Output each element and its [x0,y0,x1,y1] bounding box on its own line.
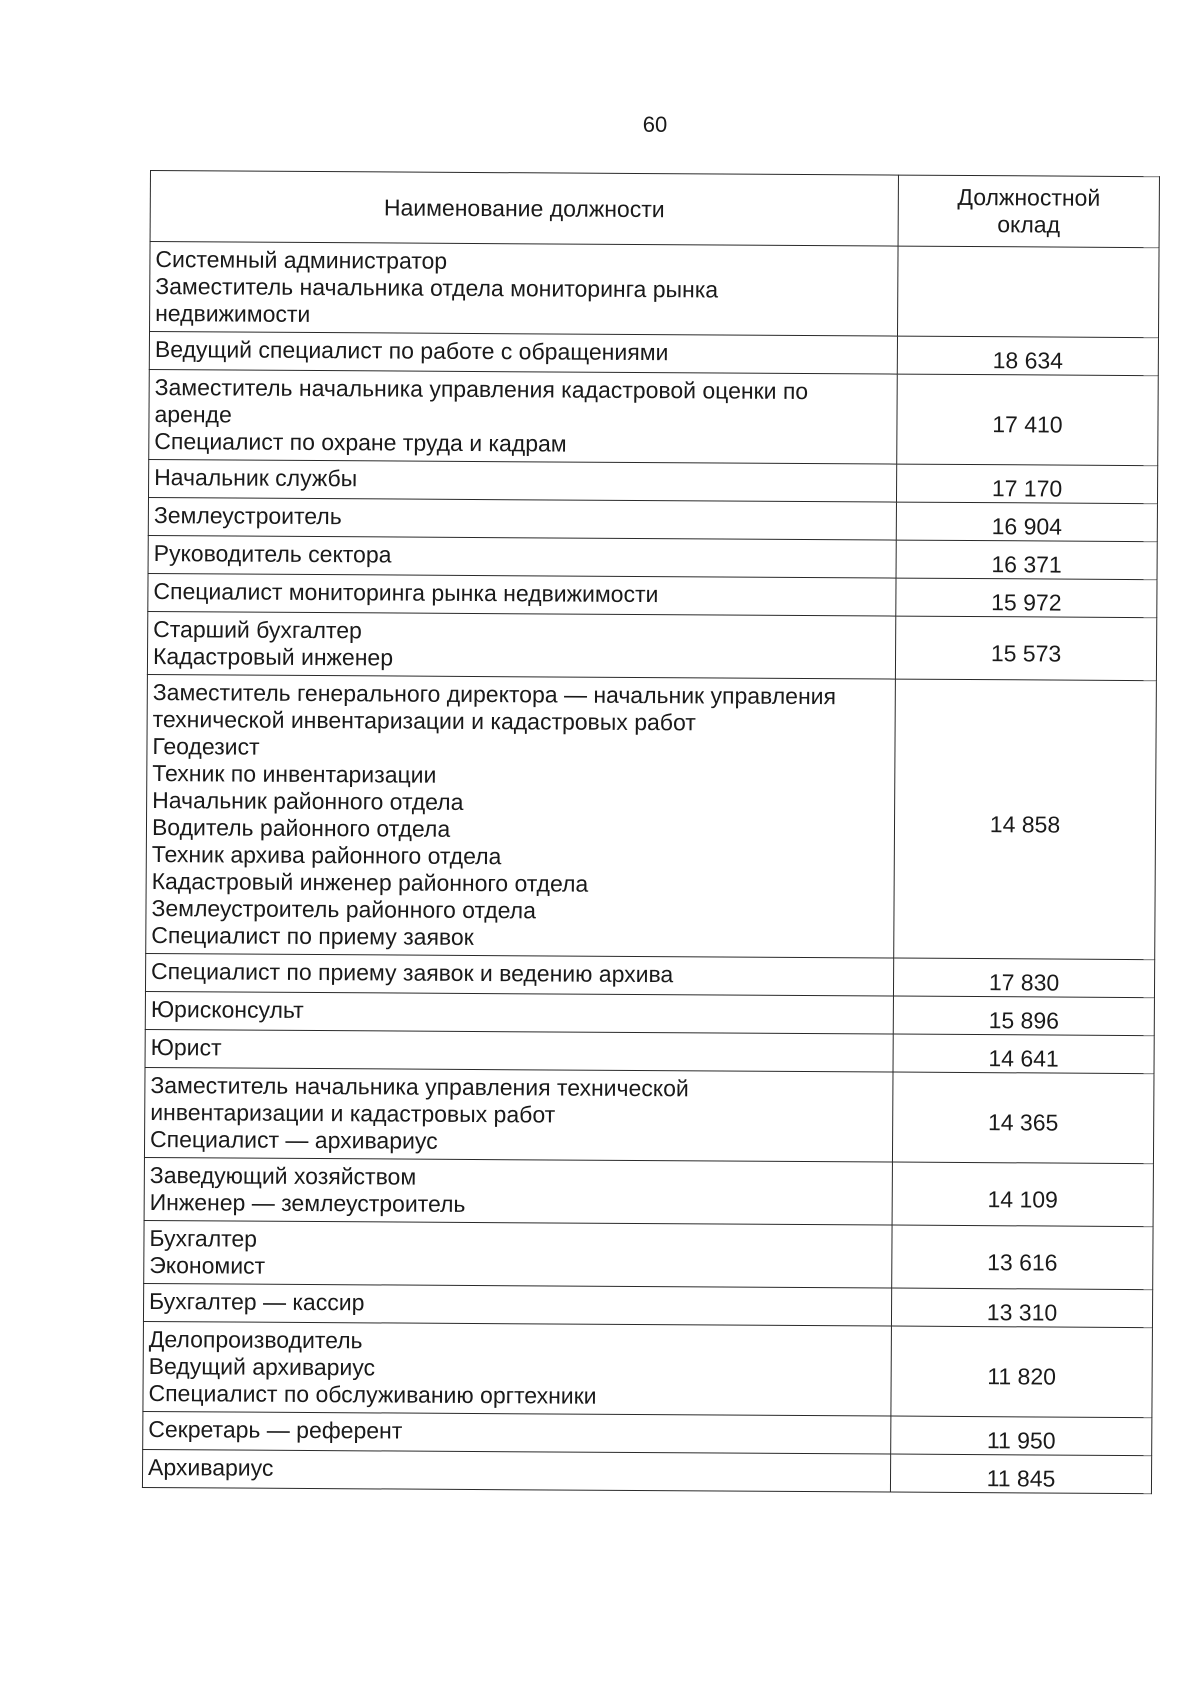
position-name: Водитель районного отдела [151,814,451,842]
position-name-cell [147,611,895,679]
position-name: Заместитель начальника управления кадастровой оценки по [154,374,809,405]
position-name: Секретарь — референт [148,1416,403,1444]
position-name-cell [150,242,899,337]
position-name: Руководитель сектора [153,540,392,568]
salary-cell: 17 170 [896,464,1157,504]
position-name: Специалист — архивариус [150,1126,438,1154]
table-row [145,1029,1154,1073]
salary-cell: 13 616 [892,1225,1153,1290]
salary-table [142,170,1160,1494]
position-name: Системный администратор [155,246,448,274]
position-name: Заместитель начальника управления технической [150,1072,689,1102]
header-position-name: Наименование должности [150,171,898,247]
position-name: Архивариус [147,1454,274,1481]
position-name: Инженер — землеустроитель [149,1189,466,1217]
position-name: Техник архива районного отдела [151,841,502,870]
position-name: Делопроизводитель [148,1326,363,1354]
position-name-cell [148,535,896,578]
position-name: Бухгалтер — кассир [149,1288,365,1316]
position-name-cell [148,497,896,540]
position-name: Кадастровый инженер [152,643,394,671]
position-name-cell [148,573,896,616]
salary-cell: 15 896 [893,996,1154,1036]
salary-cell: 18 634 [897,336,1158,376]
position-name: Кадастровый инженер районного отдела [151,868,589,897]
position-name: Экономист [149,1252,266,1279]
position-name-cell [146,674,896,958]
position-name: Юрисконсульт [150,996,304,1023]
salary-cell: 17 410 [897,374,1159,466]
salary-cell [897,246,1159,338]
salary-cell: 13 310 [891,1288,1152,1328]
position-name: Специалист по приему заявок [151,922,474,950]
header-salary-line-2: оклад [997,211,1061,238]
table-row [148,535,1157,579]
position-name: Заместитель начальника отдела мониторинга рынка [155,273,719,303]
table-row [144,1067,1154,1163]
position-name-cell [144,1220,892,1288]
position-name: Землеустроитель [153,502,342,530]
position-name-cell [144,1067,893,1162]
position-name: Техник по инвентаризации [152,760,437,788]
table-row [149,369,1159,465]
position-name: Старший бухгалтер [153,616,362,644]
header-salary-line-1: Должностной [957,183,1101,211]
position-name: Специалист по приему заявок и ведению архива [151,958,674,988]
position-name: Начальник районного отдела [152,787,464,815]
salary-cell: 16 371 [896,540,1157,580]
position-name: Специалист мониторинга рынка недвижимости [153,578,659,608]
table-row [143,1411,1152,1455]
position-name: Бухгалтер [149,1225,258,1252]
position-name-cell [145,953,893,996]
position-name: Заместитель генерального директора — начальник управления [152,679,837,710]
position-name-cell [143,1411,891,1454]
table-row [145,991,1154,1035]
position-name-cell [145,1029,893,1072]
position-name-cell [143,1283,891,1326]
position-name: Геодезист [152,733,260,760]
salary-cell: 17 830 [893,958,1154,998]
salary-cell: 15 573 [895,616,1156,681]
position-name: Землеустроитель районного отдела [151,895,537,924]
position-name-cell [148,459,896,502]
position-name-cell [143,1321,892,1416]
table-row [143,1321,1153,1417]
table-row [142,1449,1151,1493]
table-row [143,1283,1152,1327]
table-row [148,459,1157,503]
position-name: Начальник службы [154,464,358,492]
position-name: Ведущий архивариус [148,1353,376,1381]
table-row [150,242,1160,338]
table-row [148,573,1157,617]
salary-cell: 15 972 [896,578,1157,618]
position-name-cell [145,991,893,1034]
page-number: 60 [642,112,668,137]
position-name: аренде [154,401,232,428]
position-name: Юрист [150,1034,222,1061]
position-name-cell [144,1157,892,1225]
position-name: Заведующий хозяйством [149,1162,417,1190]
position-name: Специалист по охране труда и кадрам [154,428,567,457]
position-name: недвижимости [155,300,311,327]
salary-cell: 14 858 [894,679,1157,960]
position-name: Ведущий специалист по работе с обращениями [154,336,669,366]
position-name-cell [142,1449,890,1492]
table-row [145,953,1154,997]
position-name: Специалист по обслуживанию оргтехники [148,1380,597,1409]
table-row [149,332,1158,376]
table-header-row [150,171,1159,248]
position-name: инвентаризации и кадастровых работ [150,1099,556,1128]
position-name: технической инвентаризации и кадастровых работ [152,706,696,736]
header-salary [898,175,1159,248]
salary-cell: 14 641 [893,1034,1154,1074]
table-row [144,1220,1153,1289]
position-name-cell [149,369,898,464]
table-row [147,611,1156,680]
table-row [144,1157,1153,1226]
table-row [148,497,1157,541]
salary-cell: 11 820 [891,1326,1153,1418]
table-row [146,674,1157,959]
position-name-cell [149,332,897,375]
salary-cell: 16 904 [896,502,1157,542]
salary-cell: 11 950 [891,1416,1152,1456]
salary-cell: 14 109 [892,1162,1153,1227]
salary-cell: 14 365 [892,1072,1154,1164]
salary-cell: 11 845 [890,1454,1151,1494]
table-body [142,242,1159,1494]
